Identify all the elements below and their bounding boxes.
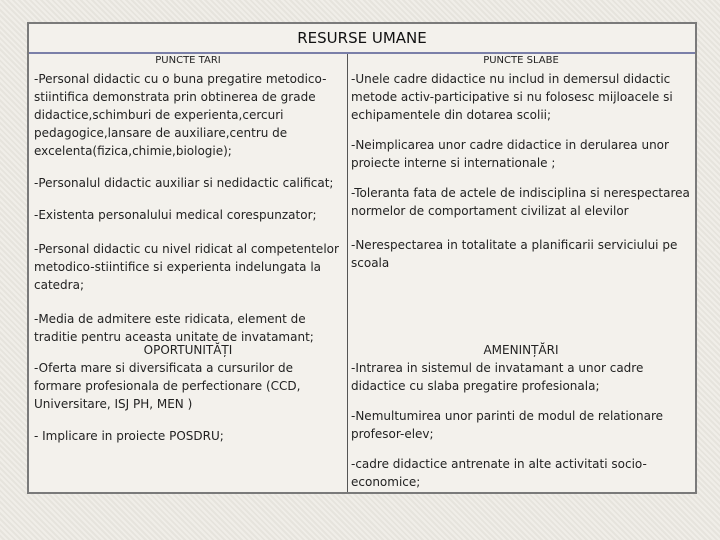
weaknesses-heading: PUNCTE SLABE [483,55,559,66]
opportunities-cell [34,342,342,445]
strength-item: -Personal didactic cu nivel ridicat al competentelor metodico-stiintifice si experienta indelungata la catedra; [34,242,339,292]
strengths-heading: PUNCTE TARI [155,55,221,66]
opportunity-item: - Implicare in proiecte POSDRU; [34,429,224,443]
opportunities-heading: OPORTUNITĂȚI [143,343,233,357]
strength-item: -Existenta personalului medical corespunzator; [34,208,317,222]
weakness-item: -Nerespectarea in totalitate a planificarii serviciului pe scoala [351,238,678,270]
weakness-item: -Neimplicarea unor cadre didactice in derularea unor proiecte interne si internationale ; [351,138,669,170]
weakness-item: -Unele cadre didactice nu includ in demersul didactic metode activ-participative si nu folosesc mijloacele si echipamentele din dotarea scolii; [351,72,673,122]
threat-item: -cadre didactice antrenate in alte activitati socio-economice; [351,457,647,489]
strengths-cell [34,54,342,346]
swot-table [27,22,697,494]
threats-heading: AMENINȚĂRI [483,343,559,357]
strength-item: -Personal didactic cu o buna pregatire metodico-stiintifica demonstrata prin obtinerea de grade didactice,schimburi de experienta,cercuri pedagogice,lansare de auxiliare,centru de excelenta(fizica,chimie,biologie); [34,72,327,158]
strength-item: -Media de admitere este ridicata, element de traditie pentru aceasta unitate de invatamant; [34,312,314,344]
weakness-item: -Toleranta fata de actele de indisciplina si nerespectarea normelor de comportament civilizat al elevilor [351,186,690,218]
table-title: RESURSE UMANE [29,24,695,54]
strength-item: -Personalul didactic auxiliar si nedidactic calificat; [34,176,334,190]
threat-item: -Intrarea in sistemul de invatamant a unor cadre didactice cu slaba pregatire profesionala; [351,361,644,393]
weaknesses-cell [351,54,691,272]
column-divider [347,54,348,492]
opportunity-item: -Oferta mare si diversificata a cursurilor de formare profesionala de perfectionare (CCD, Universitare, ISJ PH, MEN ) [34,361,301,411]
threats-cell [351,342,691,491]
threat-item: -Nemultumirea unor parinti de modul de relationare profesor-elev; [351,409,664,441]
